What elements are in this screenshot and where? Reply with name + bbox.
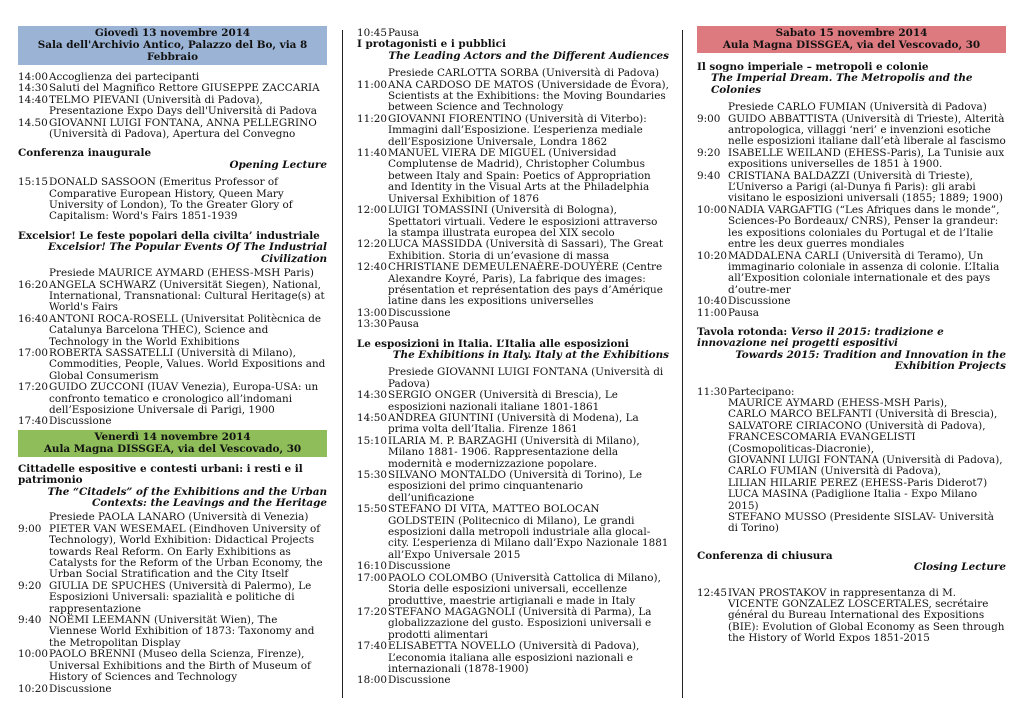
participant: STEFANO MUSSO (Presidente SISLAV- Università di Torino) — [728, 511, 994, 535]
schedule-list — [357, 390, 669, 687]
session-title: Il sogno imperiale – metropoli e colonie — [697, 61, 929, 73]
item-text: ANDREA GIUNTINI (Università di Modena), La prima volta dell’Italia. Firenze 1861 — [388, 412, 639, 436]
list-item — [18, 581, 327, 615]
day-venue: Aula Magna DISSGEA, via del Vescovado, 30 — [43, 442, 302, 455]
item-time: 9:40 — [697, 169, 721, 182]
item-text: LUIGI TOMASSINI (Università di Bologna), Spettatori virtuali. Vedere le esposizioni attraverso la stampa illustrata europea del XIX secolo — [388, 204, 658, 239]
session-chair: Presiede PAOLA LANARO (Università di Venezia) — [49, 511, 309, 524]
list-item — [18, 348, 327, 382]
list-item — [18, 649, 327, 683]
item-time: 12:20 — [357, 238, 387, 251]
spacer — [697, 535, 1006, 543]
list-item — [697, 296, 1006, 307]
day-date: Venerdì 14 novembre 2014 — [94, 430, 251, 443]
item-time: 14:50 — [357, 412, 387, 424]
item-time: 12:40 — [357, 261, 387, 274]
list-item — [357, 114, 669, 148]
item-time: 9:00 — [18, 522, 42, 535]
list-item — [18, 382, 327, 416]
item-text: Discussione — [49, 682, 112, 695]
item-time: 11:00 — [697, 306, 727, 319]
round-table-topic: Verso il 2015: tradizione e innovazione nei progetti espositivi — [697, 325, 944, 350]
participant: LUCA MASINA (Padiglione Italia - Expo Milano 2015) — [728, 488, 978, 512]
session-title-english: Closing Lecture — [913, 561, 1006, 574]
item-time: 16:40 — [18, 312, 48, 325]
session-chair: Presiede CARLOTTA SORBA (Università di Padova) — [388, 67, 660, 80]
item-time: 10:20 — [697, 249, 727, 262]
schedule-list — [18, 524, 327, 695]
session-title-english: Excelsior! The Popular Events Of The Industrial Civilization — [48, 241, 327, 265]
item-text: STEFANO MAGAGNOLI (Università di Parma), La globalizzazione del gusto. Esposizioni universali e prodotti alimentari — [388, 605, 652, 641]
item-time: 9:40 — [18, 614, 42, 627]
item-text: CRISTIANA BALDAZZI (Università di Trieste), L’Universo a Parigi (al-Dunya fi Paris): gli arabi visitano le esposizioni universali (1855; 1889; 1900) — [728, 169, 1003, 205]
item-text: DONALD SASSOON (Emeritus Professor of Comparative European History, Queen Mary University of London), To the Greater Glory of Capitalism: Word's Fairs 1851-1939 — [49, 176, 293, 223]
list-item — [697, 205, 1006, 251]
item-time: 16:10 — [357, 560, 387, 573]
list-item — [18, 95, 327, 118]
item-text: PIETER VAN WESEMAEL (Eindhoven University of Technology), World Exhibition: Didactical Projects towards Real Reform. On Early Exhibitions as Catalysts for the Reform of the Urban Economy, the Urban Social Stratification and the City Itself — [49, 522, 323, 581]
day-venue: Sala dell'Archivio Antico, Palazzo del Bo, via 8 Febbraio — [37, 39, 308, 63]
item-time: 17:40 — [18, 415, 48, 428]
list-item — [697, 171, 1006, 205]
item-text: PAOLO BRENNI (Museo della Scienza, Firenze), Universal Exhibitions and the Birth of Museum of History of Sciences and Technology — [49, 648, 311, 684]
item-text: NADIA VARGAFTIG (“Les Afriques dans le monde”, Sciences-Po Bordeaux/ CNRS), Penser la grandeur: les expositions coloniales du Portugal et de l’Italie entre les deux guerres mondiales — [728, 203, 1000, 251]
item-time: 11:20 — [357, 112, 387, 125]
session-title-english: Opening Lecture — [229, 158, 327, 171]
day-venue: Aula Magna DISSGEA, via del Vescovado, 30 — [722, 39, 981, 51]
item-time: 15:15 — [18, 176, 48, 189]
item-time: 12:45 — [697, 586, 727, 599]
session-title: Cittadelle espositive e contesti urbani: i resti e il patrimonio — [18, 462, 303, 487]
item-time: 17:20 — [357, 605, 387, 618]
item-text: ANTONI ROCA-ROSELL (Universitat Politècnica de Catalunya Barcelona THEC), Science and Technology in the World Exhibitions — [49, 312, 322, 348]
item-time: 9:20 — [18, 579, 42, 592]
item-text: GIOVANNI FIORENTINO (Università di Viterbo): Immagini dall’Esposizione. L’esperienza mediale dell’Esposizione Universale, Londra 1862 — [388, 112, 647, 148]
item-text: Pausa — [388, 318, 419, 331]
item-text: ANA CARDOSO DE MATOS (Universidade de Évora), Scientists at the Exhibitions: the Moving Boundaries between Science and Technology — [388, 78, 669, 114]
item-time: 17:40 — [357, 640, 387, 653]
program-column-thursday-friday — [18, 26, 327, 695]
list-item — [697, 114, 1006, 148]
item-text: Saluti del Magnifico Rettore GIUSEPPE ZACCARIA — [49, 82, 320, 95]
item-text: Pausa — [388, 27, 419, 39]
list-item — [357, 262, 669, 308]
item-text: STEFANO DI VITA, MATTEO BOLOCAN GOLDSTEIN (Politecnico di Milano), Le grandi esposizioni dalla metropoli industriale alla glocal-city. L’esperienza di Milano dall’Expo Nazionale 1881 all’Expo Universale 2015 — [388, 503, 669, 561]
session-chair: Presiede GIOVANNI LUIGI FONTANA (Università di Padova) — [388, 366, 664, 390]
schedule-list — [18, 280, 327, 428]
session-title-english: The “Citadels” of the Exhibitions and the Urban Contexts: the Leavings and the Heritage — [47, 485, 327, 509]
list-item — [357, 573, 669, 607]
list-item — [357, 319, 669, 330]
item-time: 17:00 — [357, 571, 387, 584]
item-time: 10:20 — [18, 682, 48, 695]
list-item — [697, 148, 1006, 171]
item-time: 10:40 — [697, 295, 727, 308]
item-text: LUCA MASSIDDA (Università di Sassari), The Great Exhibition. Storia di un’evasione di massa — [388, 238, 664, 262]
session-title: Conferenza inaugurale — [18, 147, 152, 160]
list-item — [357, 470, 669, 504]
item-text: Discussione — [388, 674, 451, 687]
list-item — [357, 205, 669, 239]
item-time: 12:00 — [357, 204, 387, 217]
item-time: 14:00 — [18, 71, 48, 83]
list-item — [357, 148, 669, 205]
item-time: 13:00 — [357, 306, 387, 319]
day-header-saturday — [697, 26, 1006, 53]
item-time: 13:30 — [357, 318, 387, 331]
item-time: 10:00 — [697, 203, 727, 216]
list-item — [357, 80, 669, 114]
round-table-english: Towards 2015: Tradition and Innovation in the Exhibition Projects — [735, 348, 1006, 373]
participants-list — [697, 398, 1006, 535]
list-item — [18, 416, 327, 427]
list-item — [697, 251, 1006, 297]
session-title: Conferenza di chiusura — [697, 549, 833, 562]
item-text: Discussione — [388, 560, 451, 573]
session-chair: Presiede MAURICE AYMARD (EHESS-MSH Paris) — [49, 267, 314, 280]
session-title: Excelsior! Le feste popolari della civilta’ industriale — [18, 229, 320, 242]
item-time: 18:00 — [357, 674, 387, 687]
list-item — [357, 607, 669, 641]
item-time: 10:00 — [18, 648, 48, 661]
day-header-friday — [18, 430, 327, 457]
item-text: PAOLO COLOMBO (Università Cattolica di Milano), Storia delle esposizioni universali, eccellenze produttive, maestrie artigianali e made in Italy — [388, 571, 661, 607]
list-item — [18, 615, 327, 649]
item-text: ROBERTA SASSATELLI (Università di Milano), Commodities, People, Values. World Expositions and Global Consumerism — [49, 346, 326, 382]
item-time: 10:45 — [357, 27, 387, 39]
item-time: 15:10 — [357, 434, 387, 447]
participant: FRANCESCOMARIA EVANGELISTI (Cosmopoliticas-Diacronie), — [728, 431, 916, 455]
list-item — [18, 177, 327, 223]
item-time: 14.50 — [18, 116, 48, 129]
schedule-list — [697, 114, 1006, 319]
day-date: Sabato 15 novembre 2014 — [775, 27, 928, 39]
list-item — [357, 239, 669, 262]
item-text: TELMO PIEVANI (Università di Padova), Presentazione Expo Days dell'Università di Padova — [49, 93, 317, 118]
item-time: 15:30 — [357, 469, 387, 482]
list-item — [357, 436, 669, 470]
item-text: ILARIA M. P. BARZAGHI (Università di Milano), Milano 1881- 1906. Rappresentazione della modernità e modernizzazione popolare. — [388, 434, 640, 470]
list-item — [357, 390, 669, 413]
participant: MAURICE AYMARD (EHESS-MSH Paris), — [728, 396, 948, 409]
item-text: CHRISTIANE DEMEULENAÈRE-DOUYÈRE (Centre Alexandre Koyré, Paris), La fabrique des images: présentation et représentation des pays d’Amérique latine dans les expositions universelles — [388, 261, 663, 308]
program-column-saturday — [697, 26, 1006, 645]
participant: CARLO FUMIAN (Università di Padova), — [728, 465, 942, 478]
item-text: Pausa — [728, 306, 759, 319]
item-text: GUIDO ABBATTISTA (Università di Trieste), Alterità antropologica, villaggi ‘neri’ e invenzioni esotiche nelle esposizioni italiane dall’età liberale al fascismo — [728, 112, 1006, 148]
list-item — [357, 504, 669, 561]
session-chair: Presiede CARLO FUMIAN (Università di Padova) — [728, 101, 987, 114]
list-item — [357, 561, 669, 572]
list-item — [18, 684, 327, 695]
list-item — [697, 588, 1006, 645]
list-item — [18, 280, 327, 314]
item-text: SERGIO ONGER (Università di Brescia), Le esposizioni nazionali italiane 1801-1861 — [388, 389, 618, 413]
day-date: Giovedì 13 novembre 2014 — [94, 27, 251, 39]
item-text: SILVANO MONTALDO (Università di Torino), Le esposizioni del primo cinquantenario dell’unificazione — [388, 469, 643, 504]
item-text: Discussione — [388, 306, 451, 319]
item-text: NOËMI LEEMANN (Universität Wien), The Viennese World Exhibition of 1873: Taxonomy and the Metropolitan Display — [49, 614, 315, 649]
list-item — [697, 308, 1006, 319]
item-text: ELISABETTA NOVELLO (Università di Padova), L’economia italiana alle esposizioni nazionali e internazionali (1878-1900) — [388, 640, 640, 675]
round-table-label: Tavola rotonda: — [697, 325, 788, 338]
schedule-list — [357, 80, 669, 331]
list-item — [18, 314, 327, 348]
session-title-english: The Leading Actors and the Different Audiences — [388, 49, 669, 62]
session-title: Le esposizioni in Italia. L’Italia alle esposizioni — [357, 337, 629, 350]
item-text: ANGELA SCHWARZ (Universität Siegen), National, International, Transnational: Cultural Heritage(s) at World's Fairs — [49, 278, 325, 314]
item-text: GUIDO ZUCCONI (IUAV Venezia), Europa-USA: un confronto tematico e cronologico all’indomani dell’Esposizione Universale di Parigi, 1900 — [49, 381, 319, 416]
item-time: 16:20 — [18, 278, 48, 291]
item-text: MANUEL VIERA DE MIGUEL (Universidad Complutense de Madrid), Christopher Columbus between Italy and Spain: Poetics of Appropriation and Identity in the Visual Arts at the Philadelphia Universal Exhibition of 1876 — [388, 147, 651, 205]
participant: CARLO MARCO BELFANTI (Università di Brescia), — [728, 408, 998, 421]
participant: GIOVANNI LUIGI FONTANA (Università di Padova), — [728, 454, 1003, 466]
participant: SALVATORE CIRIACONO (Università di Padova), — [728, 419, 986, 432]
list-item — [357, 413, 669, 436]
list-item — [357, 675, 669, 686]
item-text: Discussione — [728, 295, 791, 308]
item-time: 14:40 — [18, 93, 48, 106]
participant: LILIAN HILARIE PEREZ (EHESS-Paris Diderot7) — [728, 476, 988, 489]
item-time: 14:30 — [18, 82, 48, 95]
list-item — [18, 118, 327, 141]
list-item — [18, 524, 327, 581]
item-text: MADDALENA CARLI (Università di Teramo), Un immaginario coloniale in assenza di colonie. L’Italia all’Exposition coloniale internationale et des pays d’outre-mer — [728, 249, 1000, 296]
item-time: 11:00 — [357, 78, 387, 91]
item-text: ISABELLE WEILAND (EHESS-Paris), La Tunisie aux expositions universelles de 1851 à 1900. — [728, 146, 1005, 171]
item-time: 17:00 — [18, 346, 48, 359]
column-divider-right — [682, 30, 683, 698]
item-text: Discussione — [49, 415, 112, 428]
list-item — [357, 641, 669, 675]
item-time: 11:30 — [697, 385, 727, 398]
item-text: IVAN PROSTAKOV in rappresentanza di M. VICENTE GONZALEZ LOSCERTALES, secrétaire général du Bureau International des Expositions (BIE): Evolution of Global Economy as Seen through the History of World Expos 1851-2015 — [728, 586, 1005, 645]
program-column-friday — [357, 28, 669, 687]
round-table-title — [697, 327, 1006, 350]
session-title: I protagonisti e i pubblici — [357, 38, 506, 51]
item-text: GIOVANNI LUIGI FONTANA, ANNA PELLEGRINO (Università di Padova), Apertura del Convegno — [49, 116, 317, 141]
column-divider-left — [342, 30, 343, 698]
session-title-english: The Imperial Dream. The Metropolis and the Colonies — [711, 72, 973, 96]
session-title-english: The Exhibitions in Italy. Italy at the Exhibitions — [392, 348, 669, 361]
item-time: 9:20 — [697, 146, 721, 159]
item-time: 17:20 — [18, 381, 48, 394]
item-time: 9:00 — [697, 112, 721, 125]
item-time: 11:40 — [357, 147, 387, 160]
item-text: Accoglienza dei partecipanti — [49, 71, 200, 83]
day-header-thursday — [18, 26, 327, 65]
schedule-list — [18, 72, 327, 140]
item-text: Partecipano: — [728, 385, 795, 398]
item-text: GIULIA DE SPUCHES (Università di Palermo), Le Esposizioni Universali: spazialità e politiche di rappresentazione — [49, 579, 312, 615]
item-time: 15:50 — [357, 503, 387, 516]
item-time: 14:30 — [357, 389, 387, 402]
